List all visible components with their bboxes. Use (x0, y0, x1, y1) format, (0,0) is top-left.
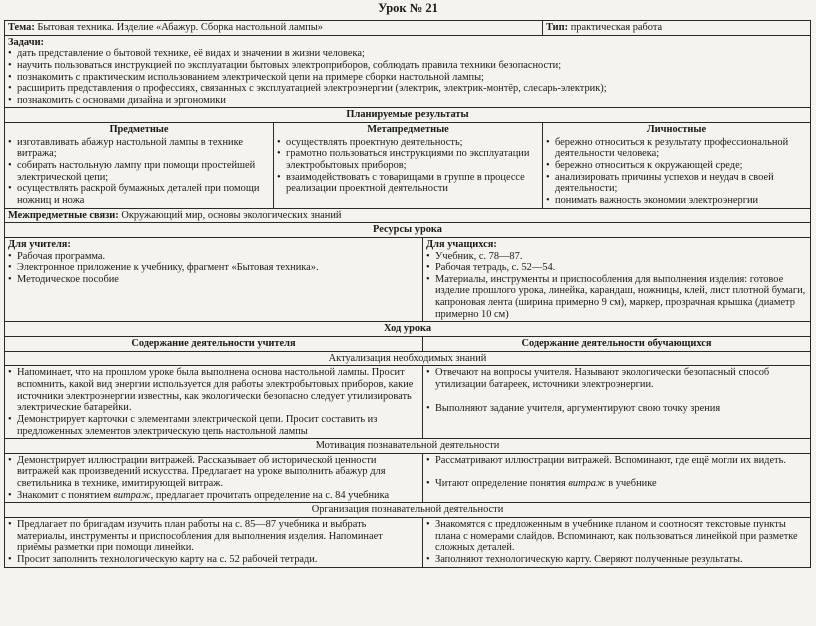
list-item: • анализировать причины успехов и неудач в своей деятельности; (546, 172, 807, 195)
list-item: • Рабочая тетрадь, с. 52—54. (426, 262, 807, 274)
student-resources-cell (423, 237, 811, 321)
topic-cell (5, 21, 543, 36)
student-activity-cell (423, 517, 811, 567)
teacher-resources-label: Для учителя: (8, 238, 71, 250)
list-item: • Выполняют задание учителя, аргументируют свою точку зрения (426, 403, 807, 415)
list-item: • Заполняют технологическую карту. Сверяют полученные результаты. (426, 554, 807, 566)
list-item: • Рабочая программа. (8, 251, 419, 263)
teacher-activity-list (8, 367, 419, 437)
stage-header-row (5, 351, 811, 366)
student-activity-cell (423, 366, 811, 439)
list-item: • Напоминает, что на прошлом уроке была выполнена основа настольной лампы. Просит вспомнить, какой вид энергии используется для работы электробытовых приборов, какие источники электроэнергии известны, как экологически безопасно следует утилизировать электрические батарейки. (8, 367, 419, 414)
list-item: • Учебник, с. 78—87. (426, 251, 807, 263)
links-row (5, 208, 811, 223)
resources-title: Ресурсы урока (5, 223, 811, 238)
personal-results-cell (543, 123, 811, 208)
stage-header-row (5, 503, 811, 518)
tasks-row (5, 35, 811, 108)
tasks-list (8, 48, 807, 106)
stage-row (5, 366, 811, 439)
student-activity-cell (423, 453, 811, 503)
type-label: Тип: (546, 22, 569, 33)
list-item: • взаимодействовать с товарищами в группе в процессе реализации проектной деятельности (277, 172, 539, 195)
results-header-row (5, 108, 811, 123)
list-item: • Знакомятся с предложенным в учебнике планом и соотносят текстовые пункты плана с номерами слайдов. Вспоминают, как пользоваться линейкой при разметке сложных деталей. (426, 519, 807, 554)
list-item: • Демонстрирует иллюстрации витражей. Рассказывает об исторической ценности витражей как произведений искусства. Предлагает на уроке выполнить абажур для светильника в технике, имитирующей витраж. (8, 455, 419, 490)
teacher-resources-cell (5, 237, 423, 321)
list-item: • осуществлять проектную деятельность; (277, 137, 539, 149)
list-item: • осуществлять раскрой бумажных деталей при помощи ножниц и ножа (8, 183, 270, 206)
list-item: • Методическое пособие (8, 274, 419, 286)
student-column-header: Содержание деятельности обучающихся (423, 337, 811, 352)
personal-results-list (546, 137, 807, 207)
teacher-activity-list (8, 455, 419, 502)
teacher-resources-list (8, 251, 419, 286)
list-item: • познакомить с основами дизайна и эргономики (8, 95, 807, 107)
tasks-cell (5, 35, 811, 108)
list-item: • грамотно пользоваться инструкциями по эксплуатации электробытовых приборов; (277, 148, 539, 171)
student-resources-list (426, 251, 807, 321)
list-item: • Демонстрирует карточки с элементами электрической цепи. Просит составить из предложенных элементов электрическую цепь настольной лампы (8, 414, 419, 437)
tasks-label: Задачи: (8, 36, 45, 48)
teacher-column-header: Содержание деятельности учителя (5, 337, 423, 352)
student-resources-label: Для учащихся: (426, 238, 497, 250)
list-item: • научить пользоваться инструкцией по эксплуатации бытовых электроприборов, соблюдать правила техники безопасности; (8, 60, 807, 72)
student-activity-list (426, 519, 807, 566)
list-item: • собирать настольную лампу при помощи простейшей электрической цепи; (8, 160, 270, 183)
list-item: • Электронное приложение к учебнику, фрагмент «Бытовая техника». (8, 262, 419, 274)
list-item: • Рассматривают иллюстрации витражей. Вспоминают, где ещё могли их видеть. (426, 455, 807, 467)
links-value: Окружающий мир, основы экологических знаний (121, 209, 342, 221)
stage-title: Организация познавательной деятельности (5, 503, 811, 518)
type-cell (543, 21, 811, 36)
lesson-plan-table (4, 20, 811, 568)
list-item: • изготавливать абажур настольной лампы в технике витража; (8, 137, 270, 160)
subject-results-list (8, 137, 270, 207)
topic-row (5, 21, 811, 36)
progress-columns-row (5, 337, 811, 352)
teacher-activity-list (8, 519, 419, 566)
list-item: • Читают определение понятия витраж в учебнике (426, 478, 807, 490)
term-emphasis: витраж (113, 489, 151, 501)
results-row (5, 123, 811, 208)
list-item: • дать представление о бытовой технике, её видах и значении в жизни человека; (8, 48, 807, 60)
list-item: • бережно относиться к результату профессиональной деятельности человека; (546, 137, 807, 160)
progress-header-row (5, 322, 811, 337)
list-item: • познакомить с практическим использованием электрической цепи на примере сборки настольной лампы; (8, 72, 807, 84)
list-item: • расширить представления о профессиях, связанных с эксплуатацией электроэнергии (электрик, электрик-монтёр, слесарь-электрик); (8, 83, 807, 95)
topic-label: Тема: (8, 22, 35, 33)
list-item: • Отвечают на вопросы учителя. Называют экологически безопасный способ утилизации батареек, источники электроэнергии. (426, 367, 807, 390)
results-title: Планируемые результаты (5, 108, 811, 123)
teacher-activity-cell (5, 366, 423, 439)
list-item: • бережно относиться к окружающей среде; (546, 160, 807, 172)
list-item: • Просит заполнить технологическую карту на с. 52 рабочей тетради. (8, 554, 419, 566)
lesson-title: Урок № 21 (378, 1, 438, 15)
teacher-activity-cell (5, 453, 423, 503)
type-value: практическая работа (570, 22, 663, 33)
stage-title: Мотивация познавательной деятельности (5, 439, 811, 454)
progress-title: Ход урока (5, 322, 811, 337)
list-item: • понимать важность экономии электроэнергии (546, 195, 807, 207)
subject-results-cell (5, 123, 274, 208)
stage-row (5, 453, 811, 503)
personal-results-title: Личностные (646, 124, 707, 136)
resources-row (5, 237, 811, 321)
term-emphasis: витраж (568, 478, 606, 490)
stage-row (5, 517, 811, 567)
student-activity-list (426, 367, 807, 414)
teacher-activity-cell (5, 517, 423, 567)
resources-header-row (5, 223, 811, 238)
stage-header-row (5, 439, 811, 454)
student-activity-list (426, 455, 807, 490)
links-label: Межпредметные связи: (8, 209, 119, 221)
subject-results-title: Предметные (109, 124, 169, 136)
stage-title: Актуализация необходимых знаний (5, 351, 811, 366)
links-cell (5, 208, 811, 223)
topic-value: Бытовая техника. Изделие «Абажур. Сборка настольной лампы» (37, 22, 323, 33)
list-item: • Знакомит с понятием витраж, предлагает прочитать определение на с. 84 учебника (8, 490, 419, 502)
list-item: • Материалы, инструменты и приспособления для выполнения изделия: готовое изделие прошлого урока, линейка, карандаш, ножницы, клей, лист плотной бумаги, капроновая лента (ширина примерно 9 см), маркер, прозрачная крышка (диаметр примерно 10 см) (426, 274, 807, 321)
list-item: • Предлагает по бригадам изучить план работы на с. 85—87 учебника и выбрать материалы, инструменты и приспособления для выполнения изделия. Напоминает приёмы разметки при помощи линейки. (8, 519, 419, 554)
meta-results-list (277, 137, 539, 195)
meta-results-title: Метапредметные (367, 124, 449, 136)
meta-results-cell (274, 123, 543, 208)
